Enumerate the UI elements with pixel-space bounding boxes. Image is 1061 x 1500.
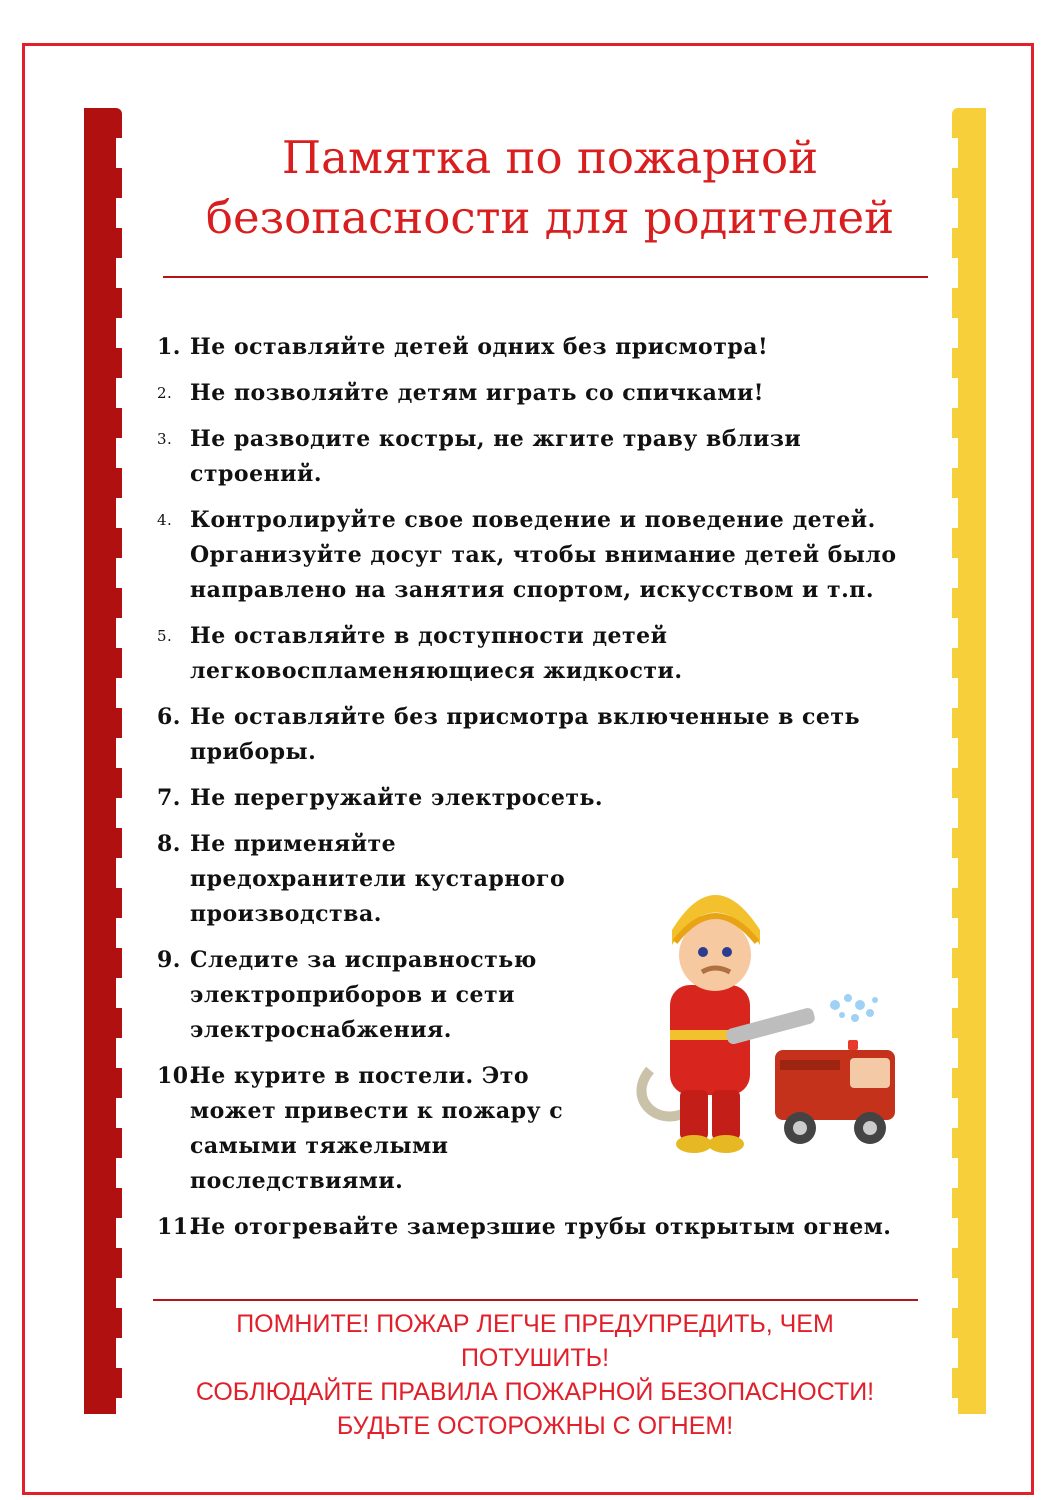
footer-line-1: ПОМНИТЕ! ПОЖАР ЛЕГЧЕ ПРЕДУПРЕДИТЬ, ЧЕМ ПОТУШИТЬ!: [236, 1310, 834, 1372]
list-item: [157, 700, 907, 770]
item-text: Не оставляйте без присмотра включенные в сеть приборы.: [190, 704, 860, 765]
footer-line-2: СОБЛЮДАЙТЕ ПРАВИЛА ПОЖАРНОЙ БЕЗОПАСНОСТИ!: [195, 1378, 875, 1406]
fire-truck-icon: [775, 1040, 895, 1144]
item-text: Не курите в постели. Это может привести к пожару с самыми тяжелыми последствиями.: [190, 1063, 564, 1194]
item-number: 5.: [157, 627, 173, 645]
list-item: [157, 503, 907, 608]
footer-warning: [140, 1307, 930, 1443]
item-number: 4.: [157, 511, 173, 529]
item-number: 10.: [157, 1063, 197, 1089]
item-text: Не оставляйте детей одних без присмотра!: [190, 334, 769, 360]
list-item: [157, 376, 907, 411]
water-spray-icon: [830, 994, 878, 1022]
title-divider: [163, 276, 928, 278]
item-number: 7.: [157, 785, 181, 811]
list-item: [157, 422, 907, 492]
list-item: [157, 781, 907, 816]
firefighter-illustration: [620, 880, 910, 1170]
title-line-1: Памятка по пожарной: [281, 131, 819, 184]
item-number: 1.: [157, 334, 181, 360]
item-number: 9.: [157, 947, 181, 973]
list-item: [157, 330, 907, 365]
item-text: Не отогревайте замерзшие трубы открытым огнем.: [190, 1214, 892, 1240]
item-number: 2.: [157, 384, 173, 402]
page-title: [150, 128, 950, 248]
list-item: [157, 619, 907, 689]
left-red-stripe: [84, 108, 116, 1414]
item-number: 6.: [157, 704, 181, 730]
item-number: 11.: [157, 1214, 197, 1240]
item-text: Не применяйте предохранители кустарного производства.: [190, 831, 566, 927]
item-text: Следите за исправностью электроприборов и сети электроснабжения.: [190, 947, 537, 1043]
footer-line-3: БУДЬТЕ ОСТОРОЖНЫ С ОГНЕМ!: [336, 1412, 734, 1440]
footer-divider: [153, 1299, 918, 1301]
item-text: Не позволяйте детям играть со спичками!: [190, 380, 764, 406]
item-text: Не разводите костры, не жгите траву вблизи строений.: [190, 426, 802, 487]
item-text: Не оставляйте в доступности детей легковоспламеняющиеся жидкости.: [190, 623, 683, 684]
item-number: 8.: [157, 831, 181, 857]
item-text: Контролируйте свое поведение и поведение детей. Организуйте досуг так, чтобы внимание детей было направлено на занятия спортом, искусством и т.п.: [190, 507, 897, 603]
list-item: [157, 1210, 907, 1245]
item-number: 3.: [157, 430, 173, 448]
right-yellow-stripe: [958, 108, 986, 1414]
item-text: Не перегружайте электросеть.: [190, 785, 604, 811]
title-line-2: безопасности для родителей: [205, 191, 895, 244]
